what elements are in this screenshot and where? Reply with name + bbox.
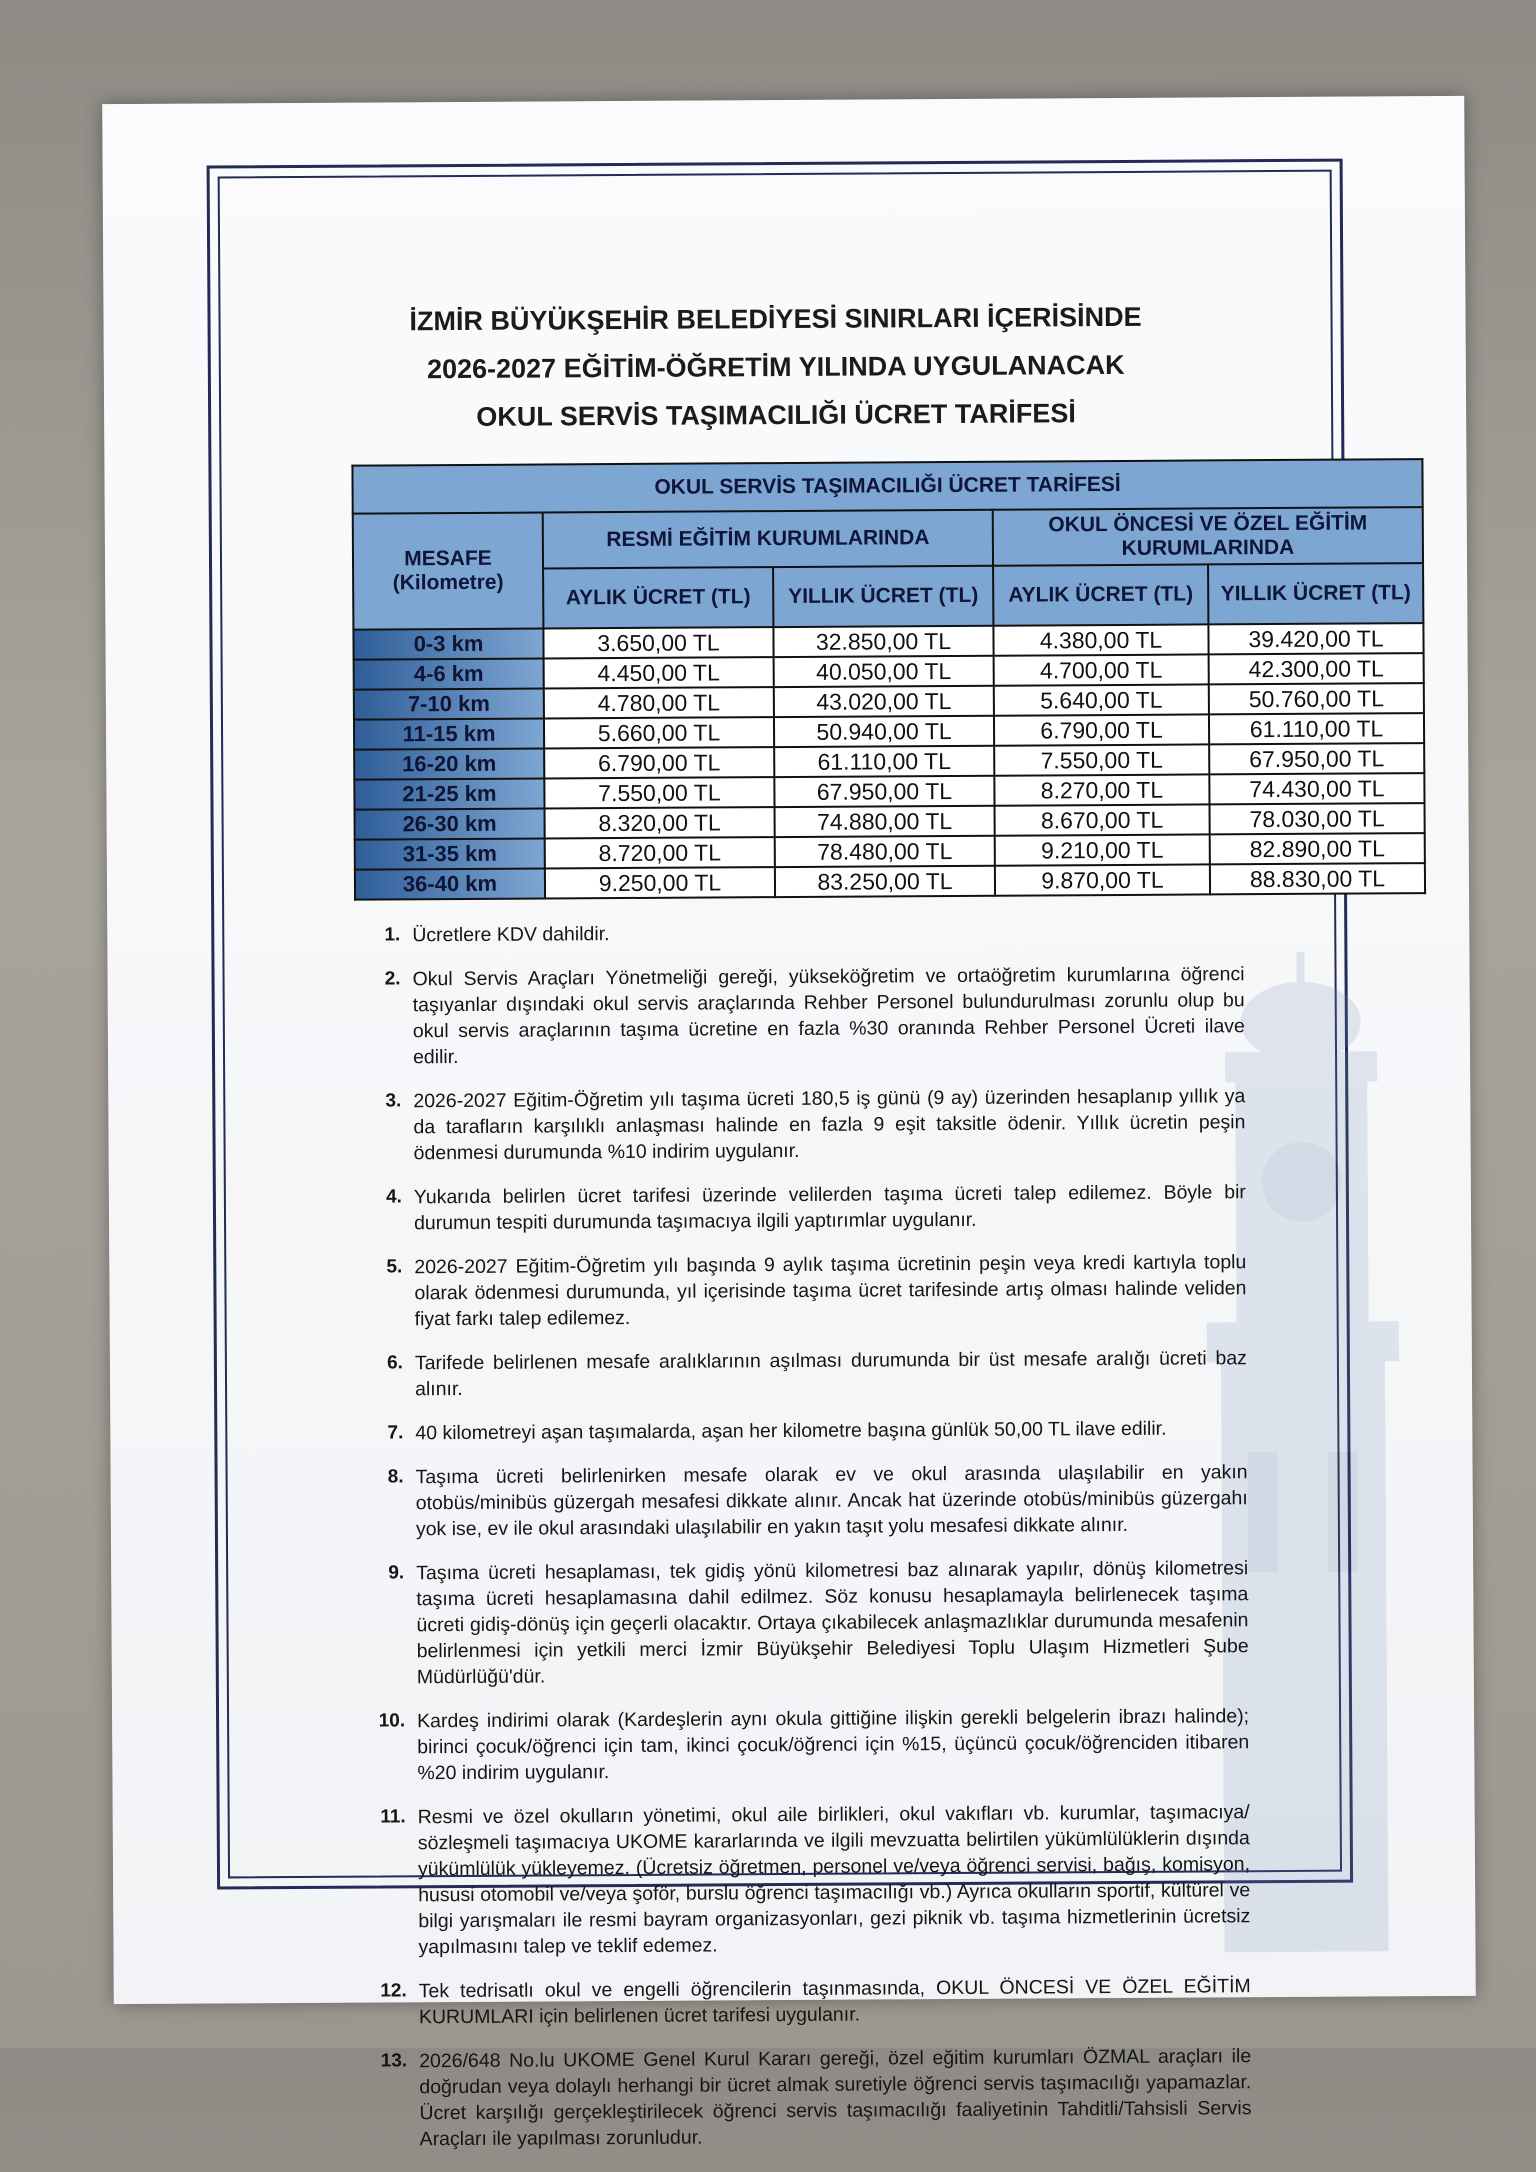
note-text: 2026-2027 Eğitim-Öğretim yılı taşıma ücreti 180,5 iş günü (9 ay) üzerinden hesaplanıp yıllık ya da tarafların karşılıklı anlaşması halinde en fazla 9 eşit taksitle ödenir. Yıllık ücretin peşin ödenmesi durumunda %10 indirim uygulanır. [413, 1085, 1246, 1165]
title-line-1: İZMİR BÜYÜKŞEHİR BELEDİYESİ SINIRLARI İÇERİSİNDE [409, 301, 1142, 337]
list-item [351, 2043, 1252, 2152]
special-monthly-fee: 4.700,00 TL [994, 654, 1209, 685]
table-caption: OKUL SERVİS TAŞIMACILIĞI ÜCRET TARİFESİ [352, 459, 1422, 514]
list-item [347, 1345, 1247, 1402]
col-header-special-yearly: YILLIK ÜCRET (TL) [1208, 563, 1423, 624]
special-yearly-fee: 88.830,00 TL [1210, 863, 1425, 894]
col-header-special-monthly: AYLIK ÜCRET (TL) [993, 564, 1208, 625]
note-text: 40 kilometreyi aşan taşımalarda, aşan her kilometre başına günlük 50,00 TL ilave edilir. [415, 1417, 1167, 1445]
note-text: Taşıma ücreti belirlenirken mesafe olarak ev ve okul arasında ulaşılabilir en yakın otobüs/minibüs güzergah mesafesi dikkate alınır. Ancak hat üzerinde otobüs/minibüs güzergahı yok ise, ev ile okul arasındaki ulaşılabilir en yakın taşıt yolu mesafesi dikkate alınır. [415, 1461, 1248, 1541]
list-item [348, 1555, 1249, 1690]
note-number: 10. [378, 1710, 406, 1732]
public-monthly-fee: 8.720,00 TL [545, 837, 775, 868]
list-item [344, 917, 1244, 948]
public-monthly-fee: 5.660,00 TL [544, 717, 774, 748]
note-text: 2026/648 No.lu UKOME Genel Kurul Kararı gereği, özel eğitim kurumları ÖZMAL araçları ile doğrudan veya dolaylı herhangi bir ücret almak suretiyle öğrenci servis taşımacılığı yapamazlar. Ücret karşılığı gerçekleştirilecek öğrenci servis taşımacılığı faaliyetinin Tahditli/Tahsisli Servis Araçları ile yapılması zorunludur. [419, 2045, 1252, 2151]
public-yearly-fee: 43.020,00 TL [774, 686, 994, 717]
row-distance: 26-30 km [355, 808, 545, 839]
list-item [349, 1703, 1249, 1786]
document-border-inner [218, 170, 1411, 2151]
public-yearly-fee: 83.250,00 TL [775, 866, 995, 897]
special-yearly-fee: 42.300,00 TL [1209, 653, 1424, 684]
note-text: 2026-2027 Eğitim-Öğretim yılı başında 9 aylık taşıma ücretinin peşin veya kredi kartıyla toplu olarak ödenmesi durumunda, yıl içerisinde taşıma ücret tarifesinde artış olması halinde veliden fiyat farkı talep edilemez. [414, 1251, 1247, 1331]
title-line-2: 2026-2027 EĞİTİM-ÖĞRETİM YILINDA UYGULANACAK [426, 349, 1125, 385]
note-text: Kardeş indirimi olarak (Kardeşlerin aynı okula gittiğine ilişkin gerekli belgelerin ibrazı halinde); birinci çocuk/öğrenci için tam, ikinci çocuk/öğrenci için %15, üçüncü çocuk/öğrenciden itibaren %20 indirim uygulanır. [417, 1705, 1250, 1785]
row-distance: 21-25 km [354, 778, 544, 809]
note-number: 11. [380, 1806, 406, 1828]
col-header-public-monthly: AYLIK ÜCRET (TL) [543, 567, 773, 628]
note-number: 7. [387, 1422, 404, 1444]
row-distance: 11-15 km [354, 718, 544, 749]
special-yearly-fee: 67.950,00 TL [1209, 743, 1424, 774]
row-distance: 7-10 km [354, 688, 544, 719]
note-number: 13. [380, 2050, 408, 2072]
public-yearly-fee: 50.940,00 TL [774, 716, 994, 747]
document-paper [102, 96, 1476, 2151]
note-number: 3. [385, 1090, 402, 1112]
special-monthly-fee: 6.790,00 TL [994, 714, 1209, 745]
special-yearly-fee: 82.890,00 TL [1210, 833, 1425, 864]
notes-list [344, 917, 1252, 2170]
note-text: Resmi ve özel okulların yönetimi, okul aile birlikleri, okul vakıfları vb. kurumlar, taşımacıya/ sözleşmeli taşımacıya UKOME kararlarında ve ilgili mevzuatta belirtilen yükümlülüklerin dışında yükümlülük yükleyemez. (Ücretsiz öğretmen, personel ve/veya öğrenci servisi, bağış, komisyon, hususi otomobil ve/veya şoför, burslu öğrenci taşımacılığı vb.) Ayrıca okulların sportif, kültürel ve bilgi yarışmaları ile resmi bayram organizasyonları, gezi piknik vb. taşıma hizmetlerinin ücretsiz yapılmasını talep ve teklif edemez. [417, 1801, 1251, 1959]
note-text: Ücretlere KDV dahildir. [412, 923, 610, 947]
public-yearly-fee: 32.850,00 TL [773, 626, 993, 657]
row-distance: 36-40 km [355, 868, 545, 899]
public-yearly-fee: 40.050,00 TL [774, 656, 994, 687]
group-header-special: OKUL ÖNCESİ VE ÖZEL EĞİTİM KURUMLARINDA [993, 507, 1423, 566]
public-yearly-fee: 78.480,00 TL [775, 836, 995, 867]
note-number: 12. [380, 1980, 407, 2002]
table-row [355, 863, 1425, 900]
list-item [345, 1083, 1245, 1166]
note-number: 2. [384, 968, 401, 990]
public-yearly-fee: 61.110,00 TL [774, 746, 994, 777]
note-number: 8. [387, 1466, 404, 1488]
special-monthly-fee: 5.640,00 TL [994, 684, 1209, 715]
note-text: Okul Servis Araçları Yönetmeliği gereği, yükseköğretim ve ortaöğretim kurumlarına öğrenci taşıyanlar dışındaki okul servis araçlarında Rehber Personel bulundurulması zorunlu olup bu okul servis araçlarının taşıma ücretine en fazla %30 oranında Rehber Personel Ücreti ilave edilir. [412, 963, 1245, 1069]
special-monthly-fee: 7.550,00 TL [994, 744, 1209, 775]
public-monthly-fee: 7.550,00 TL [544, 777, 774, 808]
list-item [346, 1249, 1246, 1332]
title-line-3: OKUL SERVİS TAŞIMACILIĞI ÜCRET TARİFESİ [476, 398, 1076, 432]
list-item [348, 1459, 1248, 1542]
row-distance: 16-20 km [354, 748, 544, 779]
distance-header: MESAFE (Kilometre) [353, 512, 544, 629]
public-monthly-fee: 4.450,00 TL [544, 657, 774, 688]
row-distance: 4-6 km [354, 658, 544, 689]
list-item [344, 961, 1245, 1070]
special-yearly-fee: 61.110,00 TL [1209, 713, 1424, 744]
list-item [347, 1415, 1247, 1446]
special-monthly-fee: 8.670,00 TL [995, 804, 1210, 835]
list-item [350, 1799, 1251, 1960]
document-border [207, 159, 1411, 2151]
group-header-public: RESMİ EĞİTİM KURUMLARINDA [543, 510, 993, 569]
public-yearly-fee: 67.950,00 TL [774, 776, 994, 807]
special-monthly-fee: 8.270,00 TL [994, 774, 1209, 805]
special-yearly-fee: 50.760,00 TL [1209, 683, 1424, 714]
special-monthly-fee: 9.210,00 TL [995, 834, 1210, 865]
note-number: 5. [386, 1256, 403, 1278]
public-monthly-fee: 4.780,00 TL [544, 687, 774, 718]
public-yearly-fee: 74.880,00 TL [775, 806, 995, 837]
public-monthly-fee: 3.650,00 TL [543, 627, 773, 658]
public-monthly-fee: 9.250,00 TL [545, 867, 775, 898]
special-yearly-fee: 39.420,00 TL [1208, 623, 1423, 654]
row-distance: 0-3 km [353, 628, 543, 659]
document-title [220, 292, 1331, 443]
list-item [346, 1179, 1246, 1236]
row-distance: 31-35 km [355, 838, 545, 869]
note-number: 9. [388, 1562, 405, 1584]
note-number: 4. [385, 1186, 402, 1208]
note-text: Tarifede belirlenen mesafe aralıklarının aşılması durumunda bir üst mesafe aralığı ücreti baz alınır. [414, 1347, 1247, 1401]
special-yearly-fee: 78.030,00 TL [1210, 803, 1425, 834]
note-number: 6. [386, 1352, 403, 1374]
note-text: Tek tedrisatlı okul ve engelli öğrencilerin taşınmasında, OKUL ÖNCESİ VE ÖZEL EĞİTİM KURUMLARI için belirlenen ücret tarifesi uygulanır. [418, 1975, 1251, 2029]
col-header-public-yearly: YILLIK ÜCRET (TL) [773, 566, 993, 627]
public-monthly-fee: 8.320,00 TL [545, 807, 775, 838]
special-yearly-fee: 74.430,00 TL [1209, 773, 1424, 804]
list-item [351, 1973, 1251, 2030]
tariff-table [351, 458, 1426, 901]
note-text: Yukarıda belirlen ücret tarifesi üzerinde velilerden taşıma ücreti talep edilemez. Böyle bir durumun tespiti durumunda taşımacıya ilgili yaptırımlar uygulanır. [413, 1181, 1246, 1235]
special-monthly-fee: 4.380,00 TL [993, 624, 1208, 655]
public-monthly-fee: 6.790,00 TL [544, 747, 774, 778]
note-number: 1. [384, 924, 401, 946]
special-monthly-fee: 9.870,00 TL [995, 864, 1210, 895]
note-text: Taşıma ücreti hesaplaması, tek gidiş yönü kilometresi baz alınarak yapılır, dönüş kilometresi taşıma ücreti hesaplamasına dahil edilmez. Söz konusu hesaplamayla belirlenecek taşıma ücreti gidiş-dönüş için geçerli olacaktır. Ortaya çıkabilecek anlaşmazlıklar durumunda mesafenin belirlenmesi için yetkili merci İzmir Büyükşehir Belediyesi Toplu Ulaşım Hizmetleri Şube Müdürlüğü'dür. [416, 1557, 1249, 1689]
